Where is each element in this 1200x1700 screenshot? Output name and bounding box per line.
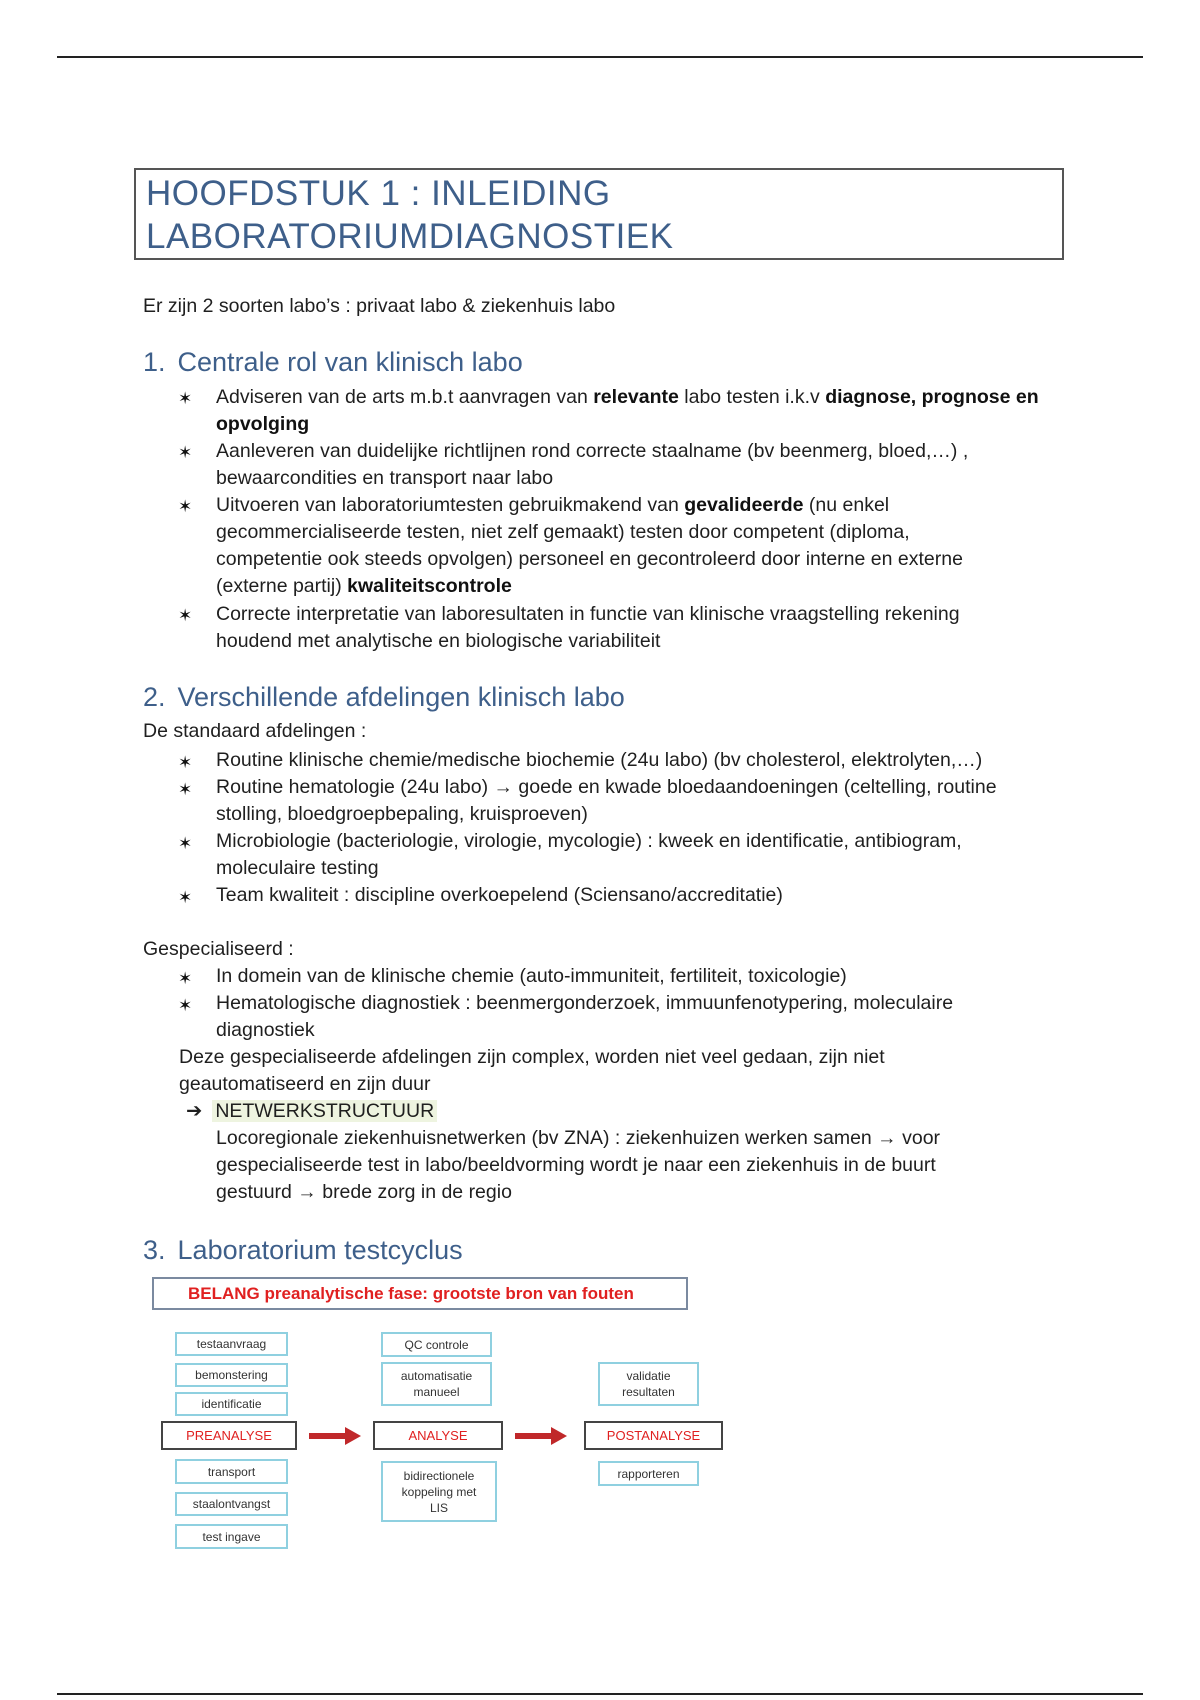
s1-bullet3-line4 <box>216 573 512 600</box>
top-rule <box>57 56 1143 58</box>
text-run: Adviseren van de arts m.b.t aanvragen van <box>216 386 594 408</box>
s1-bullet1-line2 <box>216 411 309 438</box>
section3-number: 3. <box>143 1235 166 1265</box>
diagram-step-box: validatie resultaten <box>598 1362 699 1406</box>
bold-run: kwaliteitscontrole <box>347 575 512 597</box>
diagram-step-box: testaanvraag <box>175 1332 288 1356</box>
bottom-rule <box>57 1693 1143 1695</box>
text-run: (nu enkel <box>803 494 890 516</box>
section1-heading <box>143 347 523 378</box>
diagram-step-box: staalontvangst <box>175 1492 288 1516</box>
bullet-icon: ✶ <box>178 780 193 799</box>
bullet-icon: ✶ <box>178 753 193 772</box>
intro-text: Er zijn 2 soorten labo’s : privaat labo & ziekenhuis labo <box>143 295 616 317</box>
bullet-icon: ✶ <box>178 443 193 462</box>
bold-run: diagnose, prognose en <box>825 386 1039 408</box>
s1-bullet2-line2: bewaarcondities en transport naar labo <box>216 467 554 489</box>
network-text-line1: Locoregionale ziekenhuisnetwerken (bv ZNA) : ziekenhuizen werken samen → voor <box>216 1127 941 1149</box>
s2-bullet3-line1: Microbiologie (bacteriologie, virologie, mycologie) : kweek en identificatie, antibiogram, <box>216 830 962 852</box>
bullet-icon: ✶ <box>178 497 193 516</box>
s2-bullet2-line1: Routine hematologie (24u labo) → goede en kwade bloedaandoeningen (celtelling, routine <box>216 776 997 798</box>
phase-box-analysis: ANALYSE <box>373 1421 503 1450</box>
s1-bullet2-line1: Aanleveren van duidelijke richtlijnen rond correcte staalname (bv beenmerg, bloed,…) , <box>216 440 969 462</box>
chapter-title-line2: LABORATORIUMDIAGNOSTIEK <box>146 217 674 256</box>
s1-bullet1-line1 <box>216 384 1039 411</box>
s2-spec-bullet2-line1: Hematologische diagnostiek : beenmergonderzoek, immuunfenotypering, moleculaire <box>216 992 954 1014</box>
flow-arrow-icon <box>309 1427 361 1445</box>
s1-bullet3-line3: competentie ook steeds opvolgen) personeel en gecontroleerd door interne en externe <box>216 548 963 570</box>
flow-arrow-icon <box>515 1427 567 1445</box>
s2-bullet1-line1: Routine klinische chemie/medische biochemie (24u labo) (bv cholesterol, elektrolyten,…) <box>216 749 983 771</box>
section2-heading <box>143 682 625 713</box>
s1-bullet3-line1 <box>216 492 889 519</box>
section3-heading <box>143 1235 463 1266</box>
preanalytic-warning-banner: BELANG preanalytische fase: grootste bron van fouten <box>152 1277 688 1310</box>
chapter-title-box <box>134 168 1064 260</box>
section1-title: Centrale rol van klinisch labo <box>177 347 523 377</box>
network-text-line3: gestuurd → brede zorg in de regio <box>216 1181 512 1203</box>
section3-title: Laboratorium testcyclus <box>177 1235 463 1265</box>
bullet-icon: ✶ <box>178 389 193 408</box>
s1-bullet3-line2: gecommercialiseerde testen, niet zelf gemaakt) testen door competent (diploma, <box>216 521 910 543</box>
s2-spec-bullet1-line1: In domein van de klinische chemie (auto-immuniteit, fertiliteit, toxicologie) <box>216 965 847 987</box>
diagram-step-box: identificatie <box>175 1392 288 1416</box>
diagram-step-box: bemonstering <box>175 1363 288 1387</box>
text-run: labo testen i.k.v <box>678 386 826 408</box>
standard-departments-label: De standaard afdelingen : <box>143 720 367 742</box>
section2-title: Verschillende afdelingen klinisch labo <box>177 682 625 712</box>
specialized-note-line2: geautomatiseerd en zijn duur <box>179 1073 431 1095</box>
bullet-icon: ✶ <box>178 996 193 1015</box>
section2-number: 2. <box>143 682 166 712</box>
diagram-step-box: bidirectionele koppeling met LIS <box>381 1461 497 1522</box>
chapter-title-line1: HOOFDSTUK 1 : INLEIDING <box>146 174 611 213</box>
bullet-icon: ✶ <box>178 888 193 907</box>
phase-box-preanalysis: PREANALYSE <box>161 1421 297 1450</box>
network-text-line2: gespecialiseerde test in labo/beeldvorming wordt je naar een ziekenhuis in de buurt <box>216 1154 936 1176</box>
phase-box-postanalysis: POSTANALYSE <box>584 1421 723 1450</box>
specialized-label: Gespecialiseerd : <box>143 938 294 960</box>
diagram-step-box: test ingave <box>175 1524 288 1549</box>
bullet-icon: ✶ <box>178 834 193 853</box>
s2-bullet2-line2: stolling, bloedgroepbepaling, kruisproeven) <box>216 803 588 825</box>
network-structure-label: NETWERKSTRUCTUUR <box>212 1100 437 1122</box>
bold-run: opvolging <box>216 413 310 435</box>
bold-run: gevalideerde <box>684 494 804 516</box>
s2-bullet4-line1: Team kwaliteit : discipline overkoepelend (Sciensano/accreditatie) <box>216 884 783 906</box>
text-run: Uitvoeren van laboratoriumtesten gebruikmakend van <box>216 494 685 516</box>
s1-bullet4-line2: houdend met analytische en biologische variabiliteit <box>216 630 661 652</box>
diagram-step-box: transport <box>175 1459 288 1484</box>
text-run: (externe partij) <box>216 575 348 597</box>
specialized-note-line1: Deze gespecialiseerde afdelingen zijn complex, worden niet veel gedaan, zijn niet <box>179 1046 885 1068</box>
diagram-step-box: QC controle <box>381 1332 492 1357</box>
bullet-icon: ✶ <box>178 606 193 625</box>
bullet-icon: ✶ <box>178 969 193 988</box>
diagram-step-box: rapporteren <box>598 1461 699 1486</box>
section1-number: 1. <box>143 347 166 377</box>
s2-spec-bullet2-line2: diagnostiek <box>216 1019 315 1041</box>
diagram-step-box: automatisatie manueel <box>381 1362 492 1406</box>
s1-bullet4-line1: Correcte interpretatie van laboresultaten in functie van klinische vraagstelling rekening <box>216 603 960 625</box>
bold-run: relevante <box>593 386 679 408</box>
network-line <box>186 1098 437 1124</box>
s2-bullet3-line2: moleculaire testing <box>216 857 379 879</box>
arrow-right-icon: ➔ <box>186 1100 203 1122</box>
